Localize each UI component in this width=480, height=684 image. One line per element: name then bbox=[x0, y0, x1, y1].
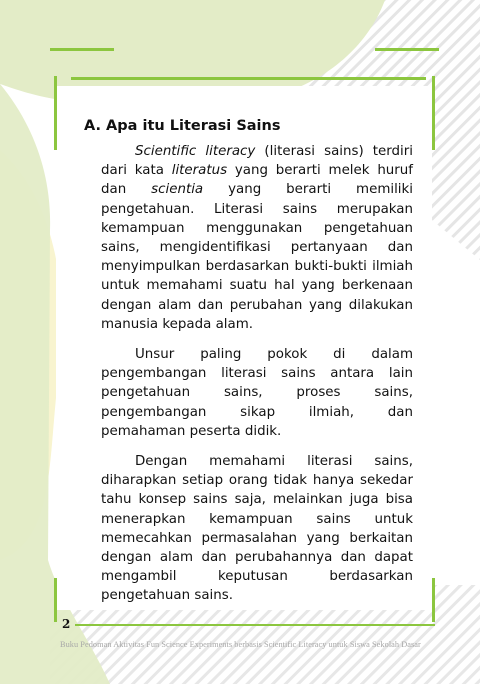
frame-bottom-right-vertical bbox=[432, 578, 435, 622]
frame-top-right-horizontal bbox=[375, 48, 439, 51]
frame-inner-top-line bbox=[71, 77, 426, 80]
paragraph-definition-text-2: yang berarti melek huruf dan bbox=[101, 163, 413, 198]
paragraph-elements bbox=[101, 345, 413, 441]
paragraph-definition-text-3: yang berarti memiliki pengetahuan. Literasi sains merupakan kemampuan menggunakan pengetahuan sains, mengidentifikasi pertanyaan dan menyimpulkan berdasarkan bukti-bukti ilmiah untuk memahami suatu hal yang berkenaan dengan alam dan perubahan yang dilakukan manusia kepada alam. bbox=[101, 182, 413, 332]
paragraph-definition-text-1: (literasi sains) terdiri dari kata bbox=[101, 144, 413, 179]
term-scientia: scientia bbox=[151, 182, 204, 198]
paragraph-benefits-text: Dengan memahami literasi sains, diharapkan setiap orang tidak hanya sekedar tahu konsep sains saja, melainkan juga bisa menerapkan kemampuan sains untuk memecahkan permasalahan yang berkaitan dengan alam dan perubahannya dan dapat mengambil keputusan berdasarkan pengetahuan sains. bbox=[101, 454, 413, 604]
term-literatus: literatus bbox=[171, 163, 228, 179]
footer-book-title: Buku Pedoman Aktivitas Fun Science Experiments berbasis Scientific Literacy untuk Siswa Sekolah Dasar bbox=[60, 640, 421, 649]
frame-bottom-line bbox=[75, 624, 435, 626]
paragraph-elements-text: Unsur paling pokok di dalam pengembangan literasi sains antara lain pengetahuan sains, proses sains, pengembangan sikap ilmiah, dan pemahaman peserta didik. bbox=[101, 347, 413, 439]
frame-top-left-vertical bbox=[54, 76, 57, 150]
page-number: 2 bbox=[62, 617, 71, 631]
frame-top-right-vertical bbox=[432, 76, 435, 150]
section-heading: A. Apa itu Literasi Sains bbox=[84, 118, 281, 134]
frame-top-left-horizontal bbox=[50, 48, 114, 51]
term-scientific-literacy: Scientific literacy bbox=[135, 144, 256, 159]
paragraph-definition bbox=[101, 142, 413, 334]
frame-bottom-left-vertical bbox=[54, 578, 57, 622]
body-text bbox=[101, 142, 413, 617]
paragraph-benefits bbox=[101, 452, 413, 606]
